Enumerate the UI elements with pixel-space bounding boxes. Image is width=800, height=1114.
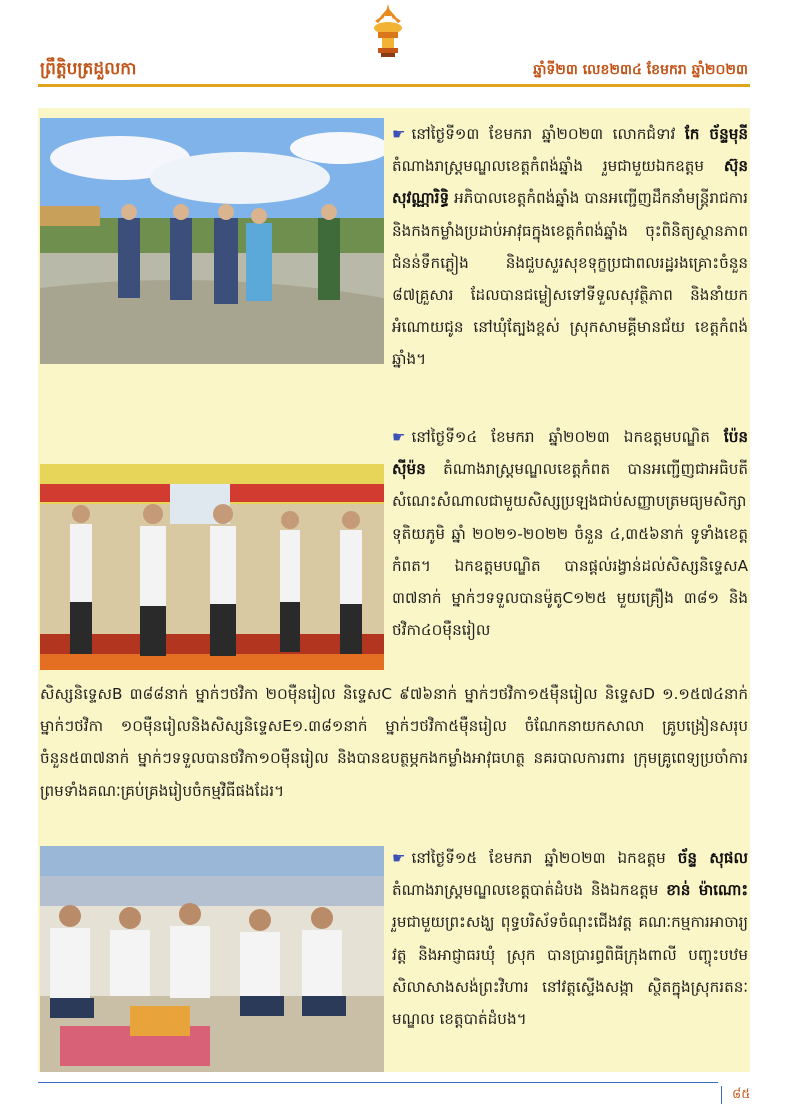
article-3-body2: រួមជាមួយព្រះសង្ឃ ពុទ្ធបរិស័ទចំណុះជើងវត្ត គណៈកម្មការអាចារ្យវត្ត និងអាជ្ញាធរឃុំ ស្រុក បានប្រារព្ធពិធីក្រុងពាលី បញ្ចុះបឋមសិលាសាងសង់ព្រះវិហារ នៅវត្តស្ទើងសង្កា ស្ថិតក្នុងស្រុករតនៈមណ្ឌល ខេត្តបាត់ដំបង។	[392, 913, 748, 1029]
article-3-name2: ខាន់ ម៉ាណោះ	[666, 881, 749, 900]
article-1-name2: ស៊ុន សុវណ្ណារិទ្ធិ	[392, 157, 748, 208]
article-1-lead: នៅថ្ងៃទី១៣ ខែមករា ឆ្នាំ២០២៣ លោកជំទាវ	[411, 125, 676, 143]
footer-divider	[38, 1082, 718, 1083]
article-3-body1: តំណាងរាស្រ្តមណ្ឌលខេត្តបាត់ដំបង និងឯកឧត្តម	[392, 881, 659, 900]
header-divider	[38, 84, 750, 87]
photo-groundbreaking	[40, 846, 384, 1072]
page-number: ៨៥	[732, 1087, 751, 1102]
article-3-lead: នៅថ្ងៃទី១៥ ខែមករា ឆ្នាំ២០២៣ ឯកឧត្តម	[411, 849, 666, 867]
royal-emblem-icon	[368, 2, 408, 62]
article-2-lead: នៅថ្ងៃទី១៤ ខែមករា ឆ្នាំ២០២៣ ឯកឧត្តមបណ្ឌិត	[411, 428, 710, 446]
article-3-name: ច័ន្ទ សុផល	[677, 849, 748, 867]
photo-flood-visit	[40, 118, 384, 364]
article-2-part-a	[392, 421, 748, 646]
article-2-part-b	[40, 678, 748, 807]
issue-info: ឆ្នាំទី២៣ លេខ២៣៤ ខែមករា ឆ្នាំ២០២៣	[533, 62, 748, 78]
article-1-name: កែ ច័ន្ទមុនី	[684, 125, 748, 143]
article-3	[392, 842, 748, 1035]
article-2-body2: សិស្សនិទ្ទេសB ៣៨៨នាក់ ម្នាក់ៗថវិកា ២០ម៉ឺនរៀល និទ្ទេសC ៩៧៦នាក់ ម្នាក់ៗថវិកា១៥ម៉ឺនរៀល និទ្ទេសD ១.១៥៧៤នាក់ ម្នាក់ៗថវិកា ១០ម៉ឺនរៀលនិងសិស្សនិទ្ទេសE១.៣៨១នាក់ ម្នាក់ៗថវិកា៥ម៉ឺនរៀល ចំណែកនាយកសាលា គ្រូបង្រៀនសរុបចំនួន៥៣៧នាក់ ម្នាក់ៗទទួលបានថវិកា១០ម៉ឺនរៀល និងបានឧបត្ថម្ភកងកម្លាំងអាវុធហត្ថ នគរបាលការពារ ក្រុមគ្រូពេទ្យប្រចាំការ ព្រមទាំងគណៈគ្រប់គ្រងរៀបចំកម្មវិធីផងដែរ។	[40, 685, 748, 800]
photo-award-ceremony	[40, 464, 384, 670]
footer-tick	[721, 1086, 722, 1104]
article-2-body1: តំណាងរាស្រ្តមណ្ឌលខេត្តកំពត បានអញ្ជើញជាអធិបតីសំណេះសំណាលជាមួយសិស្សប្រឡងជាប់សញ្ញាបត្រមធ្យមសិក្សាទុតិយភូមិ ឆ្នាំ ២០២១-២០២២ ចំនួន ៤,៣៥៦នាក់ ទូទាំងខេត្តកំពត។ ឯកឧត្តមបណ្ឌិត បានផ្តល់រង្វាន់ដល់សិស្សនិទ្ទេសA ៣៧នាក់ ម្នាក់ៗទទួលបានម៉ូតូC១២៥ មួយគ្រឿង ៣៨១ និងថវិកា៤០ម៉ឺនរៀល	[392, 460, 748, 640]
article-2-name: ប៉ែន ស៊ីម៉ន	[392, 428, 749, 479]
article-1-body2: អភិបាលខេត្តកំពង់ឆ្នាំង បានអញ្ជើញដឹកនាំមន្រ្តីរាជការ និងកងកម្លាំងប្រដាប់អាវុធក្នុងខេត្តកំពង់ឆ្នាំង ចុះពិនិត្យស្ថានភាពជំនន់ទឹកភ្លៀង និងជួបសួរសុខទុក្ខប្រជាពលរដ្ឋរងគ្រោះចំនួន ៨៧គ្រួសារ ដែលបានជម្លៀសទៅទីទួលសុវត្ថិភាព និងនាំយកអំណោយជូន នៅឃុំត្បែងខ្ពស់ ស្រុកសាមគ្គីមានជ័យ ខេត្តកំពង់ឆ្នាំង។	[392, 189, 748, 369]
pointing-hand-icon: ☛	[392, 428, 406, 446]
pointing-hand-icon: ☛	[392, 849, 406, 867]
pointing-hand-icon: ☛	[392, 125, 406, 143]
article-1-body1: តំណាងរាស្រ្តមណ្ឌលខេត្តកំពង់ឆ្នាំង រួមជាមួយឯកឧត្តម	[392, 157, 705, 176]
publication-title: ព្រឹត្តិបត្រដួលកា	[40, 59, 137, 79]
article-1	[392, 118, 748, 376]
